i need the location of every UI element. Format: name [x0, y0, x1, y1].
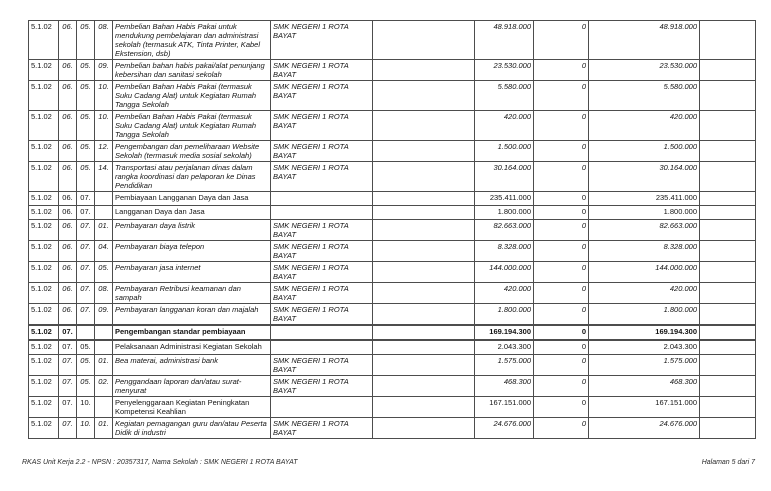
cell-amount-2: 0: [534, 325, 589, 340]
cell-description: Pembayaran biaya telepon: [113, 241, 271, 262]
cell-blank-right: [700, 355, 756, 376]
cell-amount-2: 0: [534, 206, 589, 220]
cell-code-level4: 02.: [95, 376, 113, 397]
cell-account-code: 5.1.02: [29, 376, 59, 397]
cell-amount-2: 0: [534, 220, 589, 241]
table-row: [29, 21, 756, 60]
cell-code-level2: 06.: [59, 206, 77, 220]
table-row: [29, 325, 756, 340]
cell-amount-3: 235.411.000: [589, 192, 700, 206]
cell-account-code: 5.1.02: [29, 220, 59, 241]
cell-code-level2: 06.: [59, 111, 77, 141]
cell-amount-2: 0: [534, 111, 589, 141]
cell-code-level3: 07.: [77, 241, 95, 262]
table-row: [29, 397, 756, 418]
cell-account-code: 5.1.02: [29, 21, 59, 60]
cell-amount-2: 0: [534, 141, 589, 162]
cell-account-code: 5.1.02: [29, 192, 59, 206]
cell-amount-2: 0: [534, 60, 589, 81]
cell-description: Pembayaran langganan koran dan majalah: [113, 304, 271, 326]
cell-description: Pembiayaan Langganan Daya dan Jasa: [113, 192, 271, 206]
cell-blank-left: [373, 162, 475, 192]
cell-blank-right: [700, 241, 756, 262]
cell-amount-1: 144.000.000: [475, 262, 534, 283]
cell-amount-2: 0: [534, 262, 589, 283]
cell-amount-3: 2.043.300: [589, 340, 700, 355]
cell-amount-3: 23.530.000: [589, 60, 700, 81]
cell-code-level2: 06.: [59, 21, 77, 60]
cell-code-level3: 05.: [77, 355, 95, 376]
cell-amount-2: 0: [534, 283, 589, 304]
page-footer: [22, 459, 755, 466]
cell-blank-left: [373, 192, 475, 206]
table-row: [29, 220, 756, 241]
cell-school-name: SMK NEGERI 1 ROTA BAYAT: [271, 220, 373, 241]
table-row: [29, 141, 756, 162]
cell-description: Pengembangan standar pembiayaan: [113, 325, 271, 340]
cell-blank-right: [700, 162, 756, 192]
cell-amount-3: 5.580.000: [589, 81, 700, 111]
cell-blank-left: [373, 355, 475, 376]
cell-amount-2: 0: [534, 355, 589, 376]
cell-blank-right: [700, 262, 756, 283]
cell-code-level2: 07.: [59, 340, 77, 355]
cell-code-level3: 07.: [77, 192, 95, 206]
cell-code-level3: 05.: [77, 21, 95, 60]
cell-blank-right: [700, 325, 756, 340]
table-row: [29, 241, 756, 262]
cell-code-level4: 08.: [95, 21, 113, 60]
cell-amount-1: 23.530.000: [475, 60, 534, 81]
cell-code-level3: [77, 325, 95, 340]
cell-blank-right: [700, 220, 756, 241]
cell-description: Kegiatan pemagangan guru dan/atau Peserta Didik di industri: [113, 418, 271, 439]
cell-code-level3: 07.: [77, 206, 95, 220]
cell-amount-1: 420.000: [475, 283, 534, 304]
cell-code-level3: 07.: [77, 220, 95, 241]
cell-blank-right: [700, 340, 756, 355]
cell-description: Pembelian Bahan Habis Pakai (termasuk Suku Cadang Alat) untuk Kegiatan Rumah Tangga Sekolah: [113, 111, 271, 141]
cell-school-name: SMK NEGERI 1 ROTA BAYAT: [271, 304, 373, 326]
table-row: [29, 206, 756, 220]
cell-amount-3: 30.164.000: [589, 162, 700, 192]
table-row: [29, 418, 756, 439]
cell-code-level4: 01.: [95, 220, 113, 241]
cell-amount-1: 169.194.300: [475, 325, 534, 340]
cell-description: Pembelian Bahan Habis Pakai untuk mendukung pembelajaran dan administrasi sekolah (termasuk ATK, Tinta Printer, Kabel Ekstension, dsb): [113, 21, 271, 60]
cell-code-level2: 06.: [59, 262, 77, 283]
cell-code-level4: [95, 206, 113, 220]
cell-code-level2: 07.: [59, 397, 77, 418]
cell-blank-left: [373, 206, 475, 220]
cell-code-level3: 05.: [77, 81, 95, 111]
cell-amount-3: 420.000: [589, 111, 700, 141]
cell-blank-left: [373, 325, 475, 340]
cell-blank-left: [373, 241, 475, 262]
cell-blank-right: [700, 111, 756, 141]
cell-blank-left: [373, 141, 475, 162]
cell-description: Langganan Daya dan Jasa: [113, 206, 271, 220]
cell-blank-right: [700, 81, 756, 111]
cell-school-name: SMK NEGERI 1 ROTA BAYAT: [271, 162, 373, 192]
cell-blank-left: [373, 418, 475, 439]
cell-description: Transportasi atau perjalanan dinas dalam rangka koordinasi dan pelaporan ke Dinas Pendidikan: [113, 162, 271, 192]
cell-school-name: [271, 206, 373, 220]
table-row: [29, 162, 756, 192]
cell-amount-3: 24.676.000: [589, 418, 700, 439]
cell-blank-left: [373, 220, 475, 241]
cell-amount-3: 144.000.000: [589, 262, 700, 283]
cell-code-level4: 12.: [95, 141, 113, 162]
cell-code-level3: 07.: [77, 262, 95, 283]
cell-code-level3: 05.: [77, 340, 95, 355]
cell-account-code: 5.1.02: [29, 81, 59, 111]
cell-amount-2: 0: [534, 418, 589, 439]
cell-code-level2: 06.: [59, 162, 77, 192]
cell-blank-right: [700, 21, 756, 60]
cell-amount-2: 0: [534, 192, 589, 206]
cell-amount-2: 0: [534, 162, 589, 192]
cell-amount-2: 0: [534, 340, 589, 355]
cell-amount-2: 0: [534, 241, 589, 262]
cell-amount-3: 1.800.000: [589, 206, 700, 220]
cell-blank-left: [373, 60, 475, 81]
cell-description: Bea materai, administrasi bank: [113, 355, 271, 376]
cell-blank-left: [373, 397, 475, 418]
cell-amount-1: 24.676.000: [475, 418, 534, 439]
cell-amount-1: 1.800.000: [475, 206, 534, 220]
cell-account-code: 5.1.02: [29, 262, 59, 283]
cell-code-level3: 05.: [77, 376, 95, 397]
cell-code-level2: 07.: [59, 376, 77, 397]
cell-code-level2: 07.: [59, 418, 77, 439]
cell-blank-right: [700, 60, 756, 81]
cell-description: Pembayaran jasa internet: [113, 262, 271, 283]
cell-account-code: 5.1.02: [29, 241, 59, 262]
cell-code-level4: [95, 325, 113, 340]
cell-code-level3: 10.: [77, 397, 95, 418]
cell-code-level3: 05.: [77, 111, 95, 141]
cell-school-name: [271, 325, 373, 340]
cell-account-code: 5.1.02: [29, 325, 59, 340]
cell-code-level4: 09.: [95, 60, 113, 81]
cell-amount-2: 0: [534, 304, 589, 326]
cell-school-name: SMK NEGERI 1 ROTA BAYAT: [271, 376, 373, 397]
cell-blank-right: [700, 397, 756, 418]
cell-school-name: SMK NEGERI 1 ROTA BAYAT: [271, 60, 373, 81]
cell-code-level4: [95, 192, 113, 206]
table-row: [29, 262, 756, 283]
cell-amount-1: 1.500.000: [475, 141, 534, 162]
cell-code-level3: 07.: [77, 283, 95, 304]
cell-account-code: 5.1.02: [29, 141, 59, 162]
budget-table: [28, 20, 756, 439]
table-row: [29, 111, 756, 141]
cell-description: Pembelian Bahan Habis Pakai (termasuk Suku Cadang Alat) untuk Kegiatan Rumah Tangga Sekolah: [113, 81, 271, 111]
cell-code-level3: 10.: [77, 418, 95, 439]
cell-amount-2: 0: [534, 397, 589, 418]
cell-amount-1: 30.164.000: [475, 162, 534, 192]
cell-code-level4: 04.: [95, 241, 113, 262]
cell-school-name: SMK NEGERI 1 ROTA BAYAT: [271, 355, 373, 376]
cell-blank-right: [700, 206, 756, 220]
cell-description: Penyelenggaraan Kegiatan Peningkatan Kompetensi Keahlian: [113, 397, 271, 418]
table-row: [29, 355, 756, 376]
cell-code-level3: 05.: [77, 162, 95, 192]
cell-code-level4: 09.: [95, 304, 113, 326]
footer-report-info: RKAS Unit Kerja 2.2 - NPSN : 20357317, Nama Sekolah : SMK NEGERI 1 ROTA BAYAT: [22, 459, 298, 466]
cell-blank-left: [373, 340, 475, 355]
cell-blank-left: [373, 262, 475, 283]
cell-school-name: SMK NEGERI 1 ROTA BAYAT: [271, 262, 373, 283]
cell-amount-1: 5.580.000: [475, 81, 534, 111]
cell-description: Pelaksanaan Administrasi Kegiatan Sekolah: [113, 340, 271, 355]
cell-blank-right: [700, 304, 756, 326]
cell-blank-right: [700, 141, 756, 162]
cell-amount-3: 420.000: [589, 283, 700, 304]
cell-code-level4: [95, 340, 113, 355]
cell-amount-3: 1.800.000: [589, 304, 700, 326]
cell-amount-3: 48.918.000: [589, 21, 700, 60]
cell-account-code: 5.1.02: [29, 355, 59, 376]
cell-code-level4: 05.: [95, 262, 113, 283]
cell-code-level2: 06.: [59, 192, 77, 206]
cell-code-level4: 10.: [95, 111, 113, 141]
cell-blank-left: [373, 81, 475, 111]
cell-amount-3: 1.500.000: [589, 141, 700, 162]
cell-code-level3: 05.: [77, 141, 95, 162]
cell-blank-left: [373, 304, 475, 326]
table-row: [29, 81, 756, 111]
cell-account-code: 5.1.02: [29, 397, 59, 418]
cell-school-name: SMK NEGERI 1 ROTA BAYAT: [271, 81, 373, 111]
cell-school-name: SMK NEGERI 1 ROTA BAYAT: [271, 141, 373, 162]
budget-table-body: [29, 21, 756, 439]
cell-code-level2: 06.: [59, 220, 77, 241]
cell-account-code: 5.1.02: [29, 283, 59, 304]
cell-code-level4: 08.: [95, 283, 113, 304]
cell-account-code: 5.1.02: [29, 206, 59, 220]
footer-page-number: Halaman 5 dari 7: [701, 459, 755, 466]
cell-code-level2: 06.: [59, 60, 77, 81]
table-row: [29, 60, 756, 81]
cell-blank-left: [373, 376, 475, 397]
cell-description: Pembayaran daya listrik: [113, 220, 271, 241]
cell-amount-1: 167.151.000: [475, 397, 534, 418]
cell-amount-1: 468.300: [475, 376, 534, 397]
cell-code-level2: 06.: [59, 241, 77, 262]
cell-account-code: 5.1.02: [29, 60, 59, 81]
cell-amount-3: 169.194.300: [589, 325, 700, 340]
cell-description: Pembayaran Retribusi keamanan dan sampah: [113, 283, 271, 304]
cell-account-code: 5.1.02: [29, 340, 59, 355]
cell-code-level2: 07.: [59, 325, 77, 340]
cell-amount-1: 82.663.000: [475, 220, 534, 241]
cell-school-name: SMK NEGERI 1 ROTA BAYAT: [271, 283, 373, 304]
table-row: [29, 192, 756, 206]
cell-code-level4: 14.: [95, 162, 113, 192]
cell-blank-left: [373, 283, 475, 304]
cell-amount-1: 1.800.000: [475, 304, 534, 326]
table-row: [29, 304, 756, 326]
cell-amount-3: 468.300: [589, 376, 700, 397]
cell-code-level2: 06.: [59, 304, 77, 326]
cell-amount-3: 8.328.000: [589, 241, 700, 262]
cell-account-code: 5.1.02: [29, 304, 59, 326]
cell-amount-1: 8.328.000: [475, 241, 534, 262]
table-row: [29, 283, 756, 304]
cell-amount-1: 235.411.000: [475, 192, 534, 206]
cell-amount-1: 2.043.300: [475, 340, 534, 355]
cell-amount-2: 0: [534, 376, 589, 397]
table-row: [29, 376, 756, 397]
cell-code-level2: 06.: [59, 81, 77, 111]
cell-amount-3: 82.663.000: [589, 220, 700, 241]
cell-amount-2: 0: [534, 21, 589, 60]
cell-school-name: [271, 397, 373, 418]
cell-school-name: SMK NEGERI 1 ROTA BAYAT: [271, 241, 373, 262]
table-row: [29, 340, 756, 355]
cell-code-level4: [95, 397, 113, 418]
cell-description: Pembelian bahan habis pakai/alat penunjang kebersihan dan sanitasi sekolah: [113, 60, 271, 81]
cell-amount-3: 167.151.000: [589, 397, 700, 418]
cell-code-level4: 01.: [95, 418, 113, 439]
cell-blank-left: [373, 111, 475, 141]
cell-account-code: 5.1.02: [29, 111, 59, 141]
cell-code-level2: 06.: [59, 283, 77, 304]
cell-code-level2: 07.: [59, 355, 77, 376]
cell-amount-1: 1.575.000: [475, 355, 534, 376]
cell-school-name: SMK NEGERI 1 ROTA BAYAT: [271, 21, 373, 60]
cell-blank-right: [700, 283, 756, 304]
cell-school-name: SMK NEGERI 1 ROTA BAYAT: [271, 418, 373, 439]
cell-amount-2: 0: [534, 81, 589, 111]
cell-blank-right: [700, 192, 756, 206]
cell-school-name: SMK NEGERI 1 ROTA BAYAT: [271, 111, 373, 141]
cell-blank-right: [700, 376, 756, 397]
cell-code-level4: 10.: [95, 81, 113, 111]
cell-description: Penggandaan laporan dan/atau surat-menyurat: [113, 376, 271, 397]
cell-school-name: [271, 340, 373, 355]
cell-account-code: 5.1.02: [29, 162, 59, 192]
cell-description: Pengembangan dan pemeliharaan Website Sekolah (termasuk media sosial sekolah): [113, 141, 271, 162]
cell-amount-1: 48.918.000: [475, 21, 534, 60]
cell-amount-3: 1.575.000: [589, 355, 700, 376]
cell-school-name: [271, 192, 373, 206]
cell-amount-1: 420.000: [475, 111, 534, 141]
cell-blank-right: [700, 418, 756, 439]
cell-account-code: 5.1.02: [29, 418, 59, 439]
cell-blank-left: [373, 21, 475, 60]
cell-code-level3: 07.: [77, 304, 95, 326]
cell-code-level2: 06.: [59, 141, 77, 162]
cell-code-level3: 05.: [77, 60, 95, 81]
cell-code-level4: 01.: [95, 355, 113, 376]
